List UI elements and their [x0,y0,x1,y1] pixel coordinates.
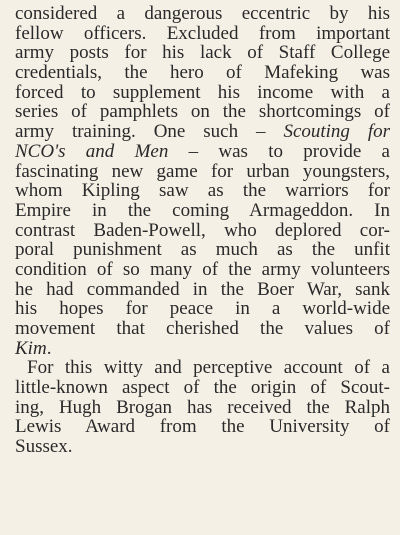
text-line: fascinating new game for urban youngsters, [15,160,390,182]
text-line: he had commanded in the Boer War, sank [15,278,390,300]
text-line: ing, Hugh Brogan has received the Ralph [15,396,390,418]
text-line: movement that cherished the values of [15,318,390,339]
text-line: credentials, the hero of Mafeking was [15,62,390,84]
text-line: considered a dangerous eccentric by his [15,3,390,24]
text-line: Lewis Award from the University of [15,416,390,438]
text-line: contrast Baden-Powell, who deplored cor- [15,219,390,241]
text-line: army posts for his lack of Staff College [15,42,390,64]
text-run: . [46,337,52,359]
text-line: poral punishment as much as the unfit [15,239,390,261]
text-line-mixed [15,122,390,142]
paragraph-2 [15,358,390,456]
text-run: – was to provide a [188,140,390,162]
text-line: For this witty and perceptive account of a [27,357,390,379]
title-italic: Kim [15,337,47,359]
text-line: fellow officers. Excluded from important [15,22,390,44]
text-line: little-known aspect of the origin of Scout- [15,377,390,399]
text-run: army training. One such – [15,121,266,143]
text-line: whom Kipling saw as the warriors for [15,180,390,202]
text-line: Empire in the coming Armageddon. In [15,199,390,221]
text-line-mixed [15,142,390,162]
text-line: his hopes for peace in a world-wide [15,298,390,320]
text-line: series of pamphlets on the shortcomings of [15,101,390,123]
title-italic: NCO's and Men [15,140,169,162]
text-line: Sussex. [15,436,73,458]
title-italic: Scouting for [283,121,391,143]
text-line: forced to supplement his income with a [15,81,390,103]
text-line-mixed [15,339,390,359]
paragraph-1 [15,4,390,358]
text-line: condition of so many of the army volunteers [15,258,390,280]
